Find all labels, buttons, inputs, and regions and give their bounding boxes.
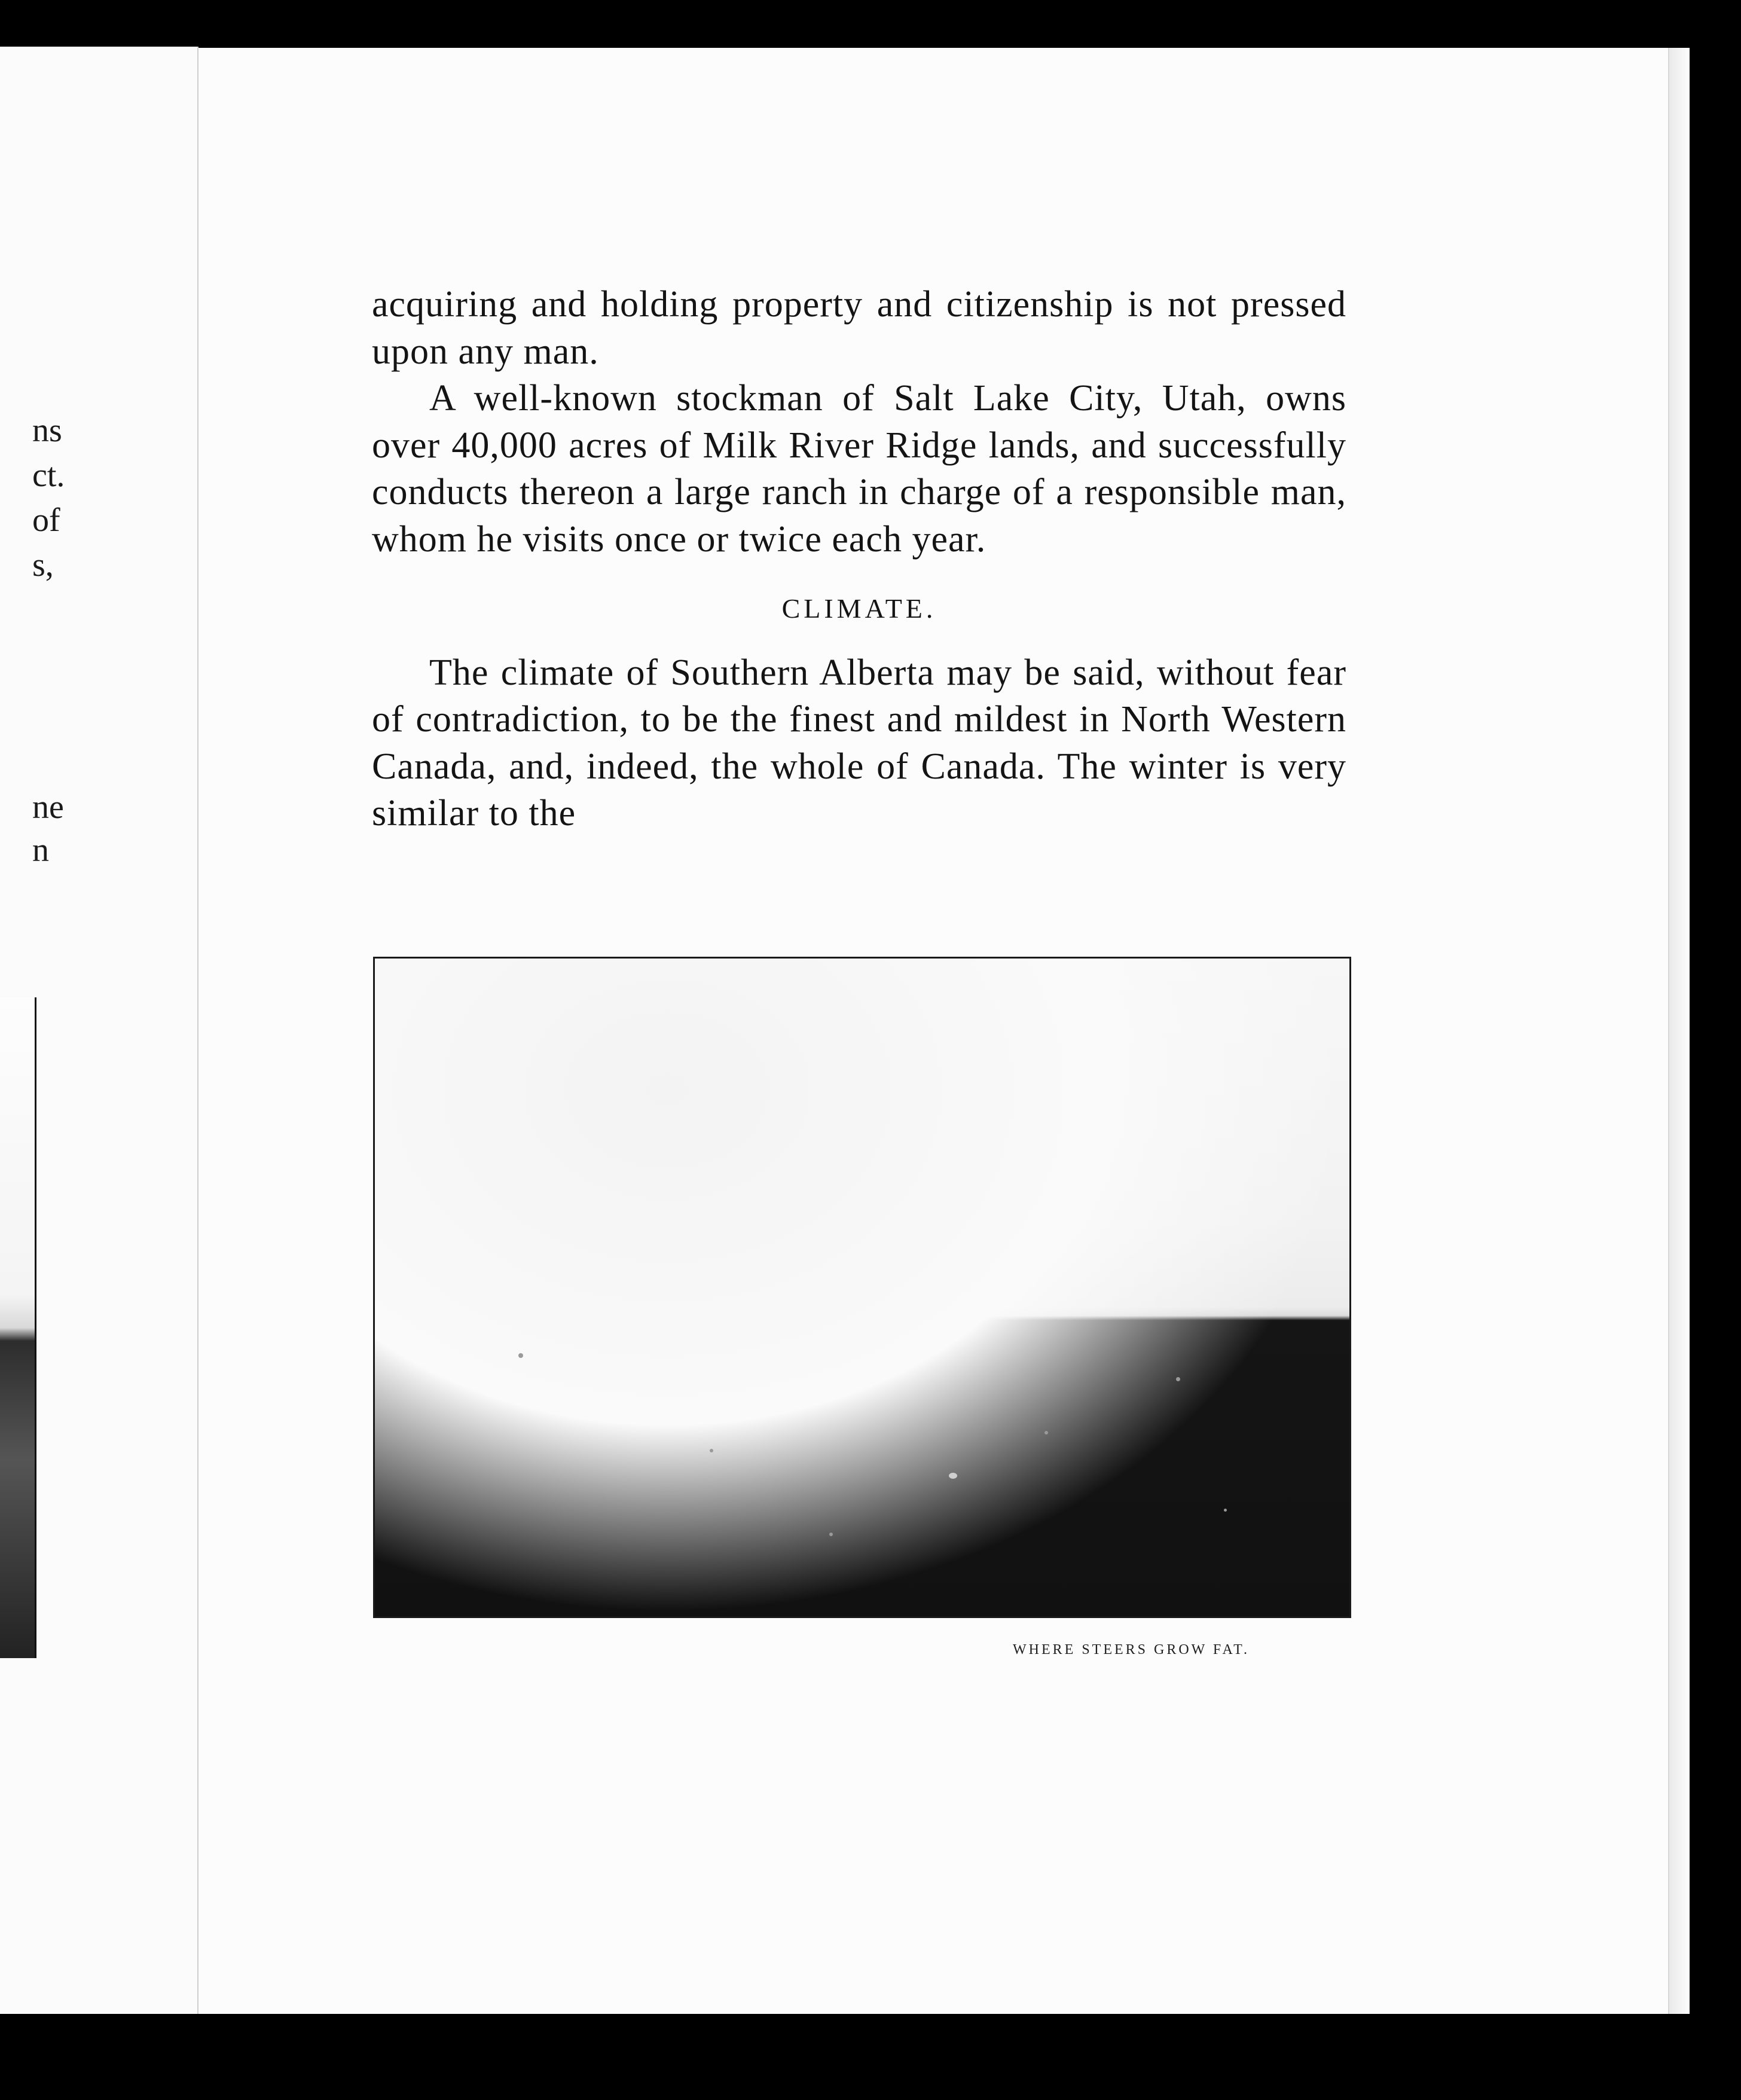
body-text bbox=[372, 281, 1346, 837]
paragraph-climate: The climate of Southern Alberta may be said, without fear of contradiction, to be the finest and mildest in North Western Canada, and, indeed, the whole of Canada. The winter is very similar to the bbox=[372, 652, 1346, 834]
previous-page-text-fragment: s, bbox=[32, 547, 54, 584]
previous-page-photo-edge bbox=[0, 997, 36, 1658]
page-edge bbox=[1668, 48, 1690, 2014]
previous-page-text-fragment: ns bbox=[32, 412, 62, 449]
previous-page-text-fragment: ne bbox=[32, 789, 64, 826]
previous-page-text-fragment: ct. bbox=[32, 457, 65, 494]
previous-page-text-fragment: n bbox=[32, 832, 49, 869]
paragraph-continued: acquiring and holding property and citizenship is not pressed upon any man. bbox=[372, 284, 1346, 372]
paragraph-stockman: A well-known stockman of Salt Lake City, Utah, owns over 40,000 acres of Milk River Ridge lands, and successfully conducts thereon a large ranch in charge of a responsible man, whom he visits once or twice each year. bbox=[372, 378, 1346, 560]
photo-caption: WHERE STEERS GROW FAT. bbox=[1013, 1642, 1250, 1658]
previous-page bbox=[0, 47, 198, 2014]
section-heading: CLIMATE. bbox=[781, 593, 937, 624]
previous-page-text-fragment: of bbox=[32, 502, 60, 539]
prairie-photograph bbox=[373, 957, 1351, 1618]
